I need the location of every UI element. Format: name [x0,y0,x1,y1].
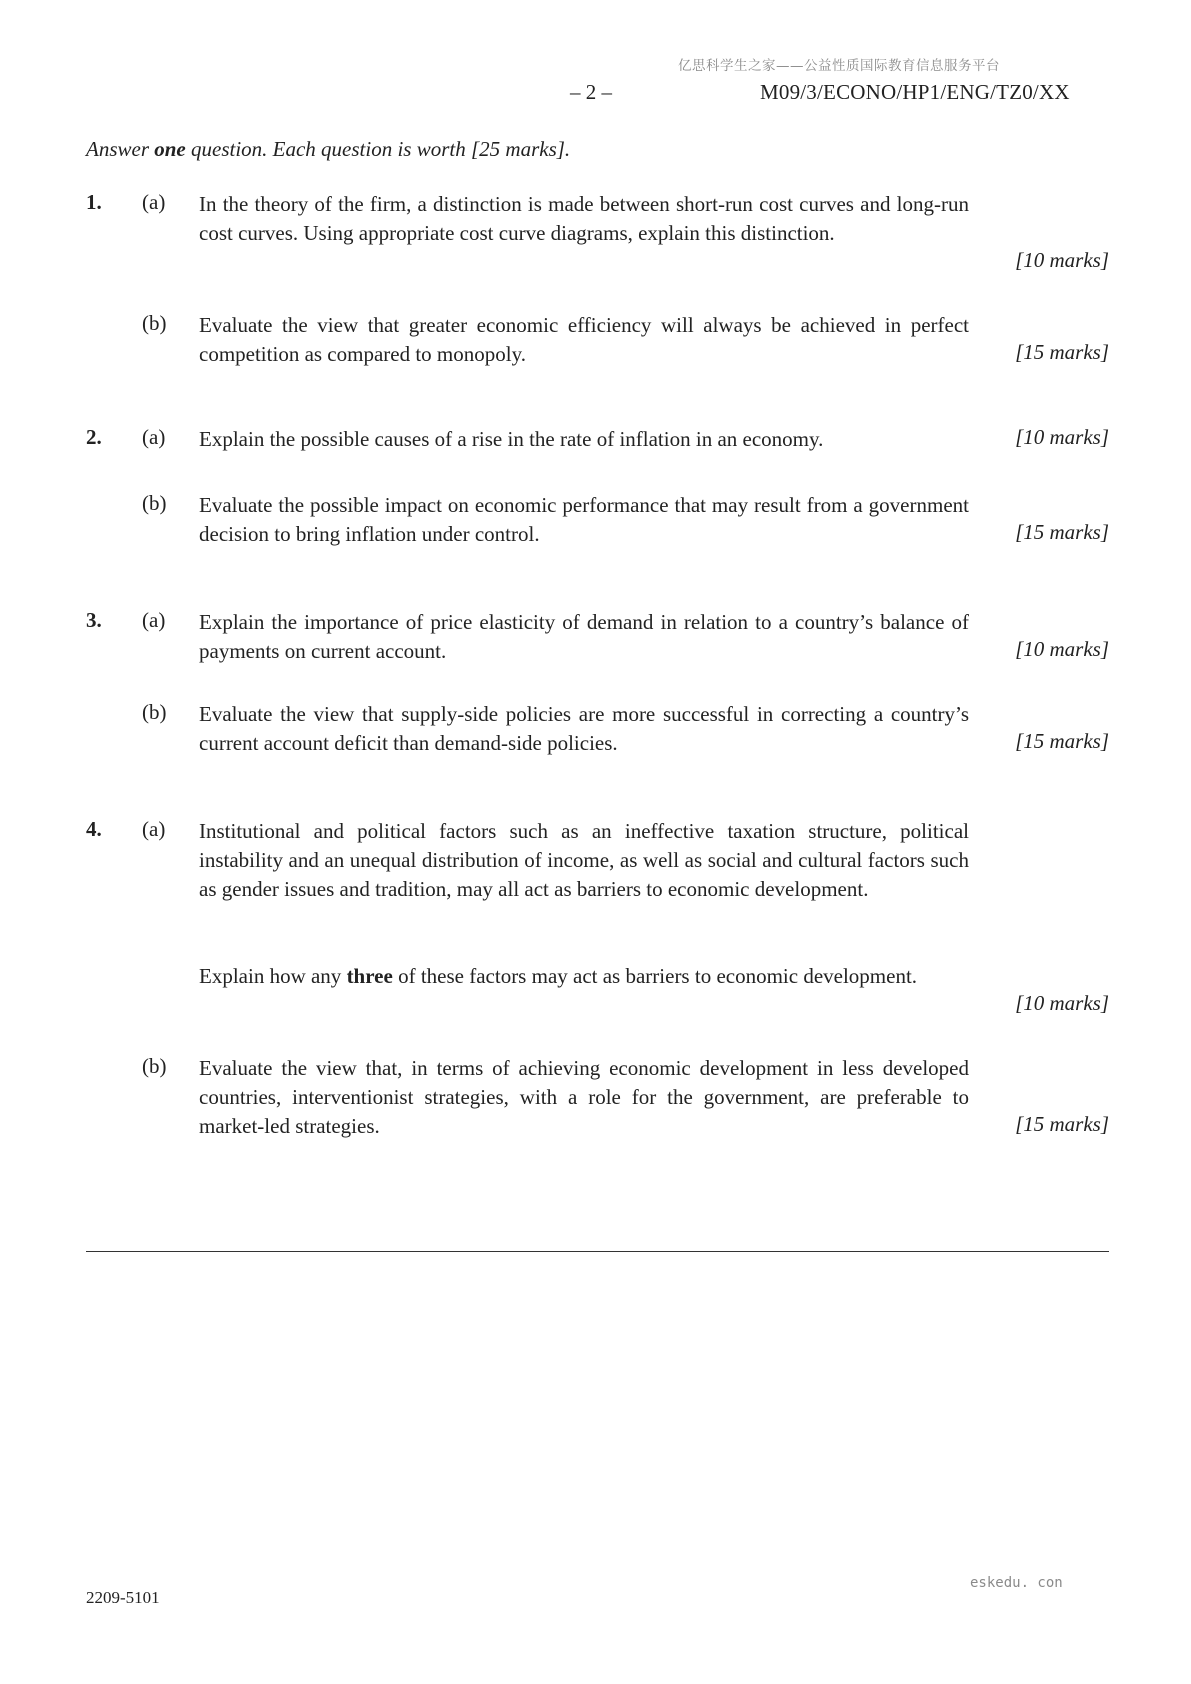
question-4a-label: (a) [142,817,166,841]
question-4b-marks: [15 marks] [1015,1112,1109,1136]
question-1a-text: In the theory of the firm, a distinction is made between short-run cost curves and long-run cost curves. Using appropriate cost curve diagrams, explain this distinction. [199,192,969,245]
question-3b-marks: [15 marks] [1015,729,1109,753]
paper-code: M09/3/ECONO/HP1/ENG/TZ0/XX [760,80,1070,104]
question-3-number: 3. [86,608,102,632]
instructions-emphasis: one [154,137,186,161]
instructions [86,137,570,162]
question-1b-marks: [15 marks] [1015,340,1109,364]
question-3a-label: (a) [142,608,166,632]
question-1a-marks: [10 marks] [1015,248,1109,272]
end-rule [86,1251,1109,1252]
question-3b-text: Evaluate the view that supply-side policies are more successful in correcting a country’s current account deficit than demand-side policies. [199,702,969,755]
question-4b-text: Evaluate the view that, in terms of achieving economic development in less developed countries, interventionist strategies, with a role for the government, are preferable to market-led strategies. [199,1056,969,1138]
footer-code: 2209-5101 [86,1588,160,1607]
question-3a-marks: [10 marks] [1015,637,1109,661]
question-4a-text-2 [199,962,969,991]
question-4-number: 4. [86,817,102,841]
instructions-before: Answer [86,137,155,161]
question-4a-text-2-after: of these factors may act as barriers to economic development. [392,964,918,988]
question-1b-text: Evaluate the view that greater economic efficiency will always be achieved in perfect competition as compared to monopoly. [199,313,969,366]
question-2a-marks: [10 marks] [1015,425,1109,449]
question-4a-marks: [10 marks] [1015,991,1109,1015]
question-4a-emphasis: three [346,964,393,988]
page-number: – 2 – [570,80,612,104]
question-2b-marks: [15 marks] [1015,520,1109,544]
question-4a-text-2-before: Explain how any [199,964,347,988]
header-watermark: 亿思科学生之家——公益性质国际教育信息服务平台 [678,58,1000,74]
question-3b-label: (b) [142,700,167,724]
question-2a-label: (a) [142,425,166,449]
question-4b-label: (b) [142,1054,167,1078]
footer-watermark: eskedu. con [970,1575,1063,1591]
question-2b-label: (b) [142,491,167,515]
question-2-number: 2. [86,425,102,449]
question-1b-label: (b) [142,311,167,335]
instructions-after: question. Each question is worth [25 marks]. [185,137,571,161]
question-2a-text: Explain the possible causes of a rise in the rate of inflation in an economy. [199,427,824,451]
question-4a-text: Institutional and political factors such as an ineffective taxation structure, political instability and an unequal distribution of income, as well as social and cultural factors such as gender issues and tradition, may all act as barriers to economic development. [199,819,969,901]
question-1-number: 1. [86,190,102,214]
question-1a-label: (a) [142,190,166,214]
question-2b-text: Evaluate the possible impact on economic performance that may result from a government decision to bring inflation under control. [199,493,969,546]
question-3a-text: Explain the importance of price elasticity of demand in relation to a country’s balance of payments on current account. [199,610,969,663]
